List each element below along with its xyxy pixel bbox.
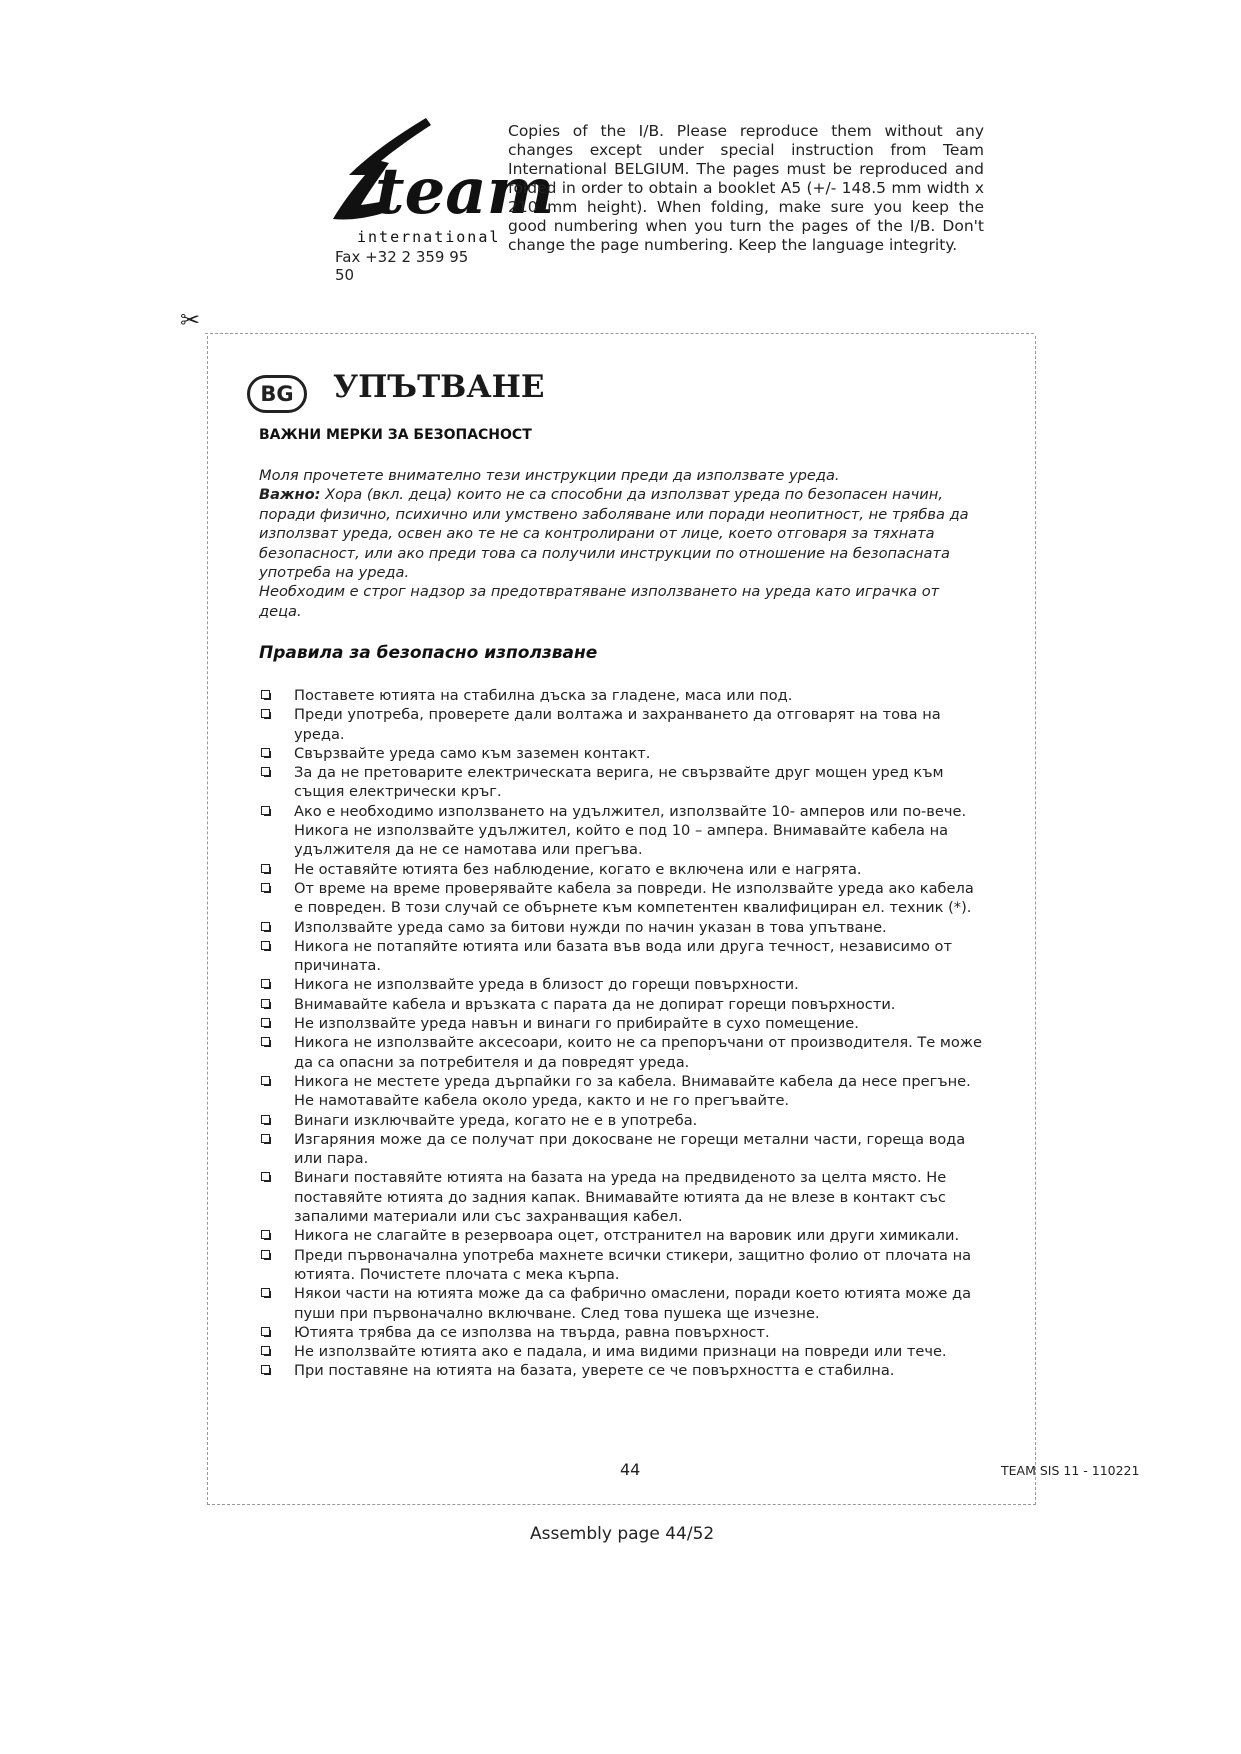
rule-text: Не оставяйте ютията без наблюдение, когато е включена или е нагрята.	[294, 860, 862, 878]
rule-text: За да не претоварите електрическата верига, не свързвайте друг мощен уред към същия електрически кръг.	[294, 764, 944, 801]
rule-text: Свързвайте уреда само към заземен контакт.	[294, 744, 651, 762]
checkbox-bullet-icon	[261, 1230, 270, 1239]
list-item	[259, 918, 984, 937]
team-logo-mark	[331, 113, 555, 233]
scissors-icon: ✂	[180, 306, 201, 334]
list-item	[259, 937, 984, 976]
checkbox-bullet-icon	[261, 883, 270, 892]
important-label: Важно:	[259, 486, 321, 504]
rule-text: Ако е необходимо използването на удължител, използвайте 10- амперов или по-вече. Никога не използвайте удължител, който е под 10 – ампера. Внимавайте кабела на удължителя да не се намотава или прегъва.	[294, 802, 967, 859]
checkbox-bullet-icon	[261, 1172, 270, 1181]
list-item	[259, 1361, 984, 1380]
rule-text: Използвайте уреда само за битови нужди по начин указан в това упътване.	[294, 918, 887, 936]
logo-wordmark-text: team	[375, 154, 555, 229]
checkbox-bullet-icon	[261, 999, 270, 1008]
list-item	[259, 975, 984, 994]
intro-line-3: Необходим е строг надзор за предотвратяване използването на уреда като играчка от деца.	[259, 583, 940, 620]
checkbox-bullet-icon	[261, 1346, 270, 1355]
page-number: 44	[620, 1460, 641, 1479]
intro-line-1: Моля прочетете внимателно тези инструкции преди да използвате уреда.	[259, 467, 840, 484]
list-item	[259, 1284, 984, 1323]
rule-text: При поставяне на ютията на базата, уверете се че повърхността е стабилна.	[294, 1362, 895, 1380]
checkbox-bullet-icon	[261, 1018, 270, 1027]
rule-text: Изгаряния може да се получат при докосване не горещи метални части, гореща вода или пара.	[294, 1130, 966, 1168]
list-item	[259, 1226, 984, 1245]
rule-text: Винаги изключвайте уреда, когато не е в употреба.	[294, 1111, 698, 1129]
list-item	[259, 744, 984, 763]
logo-subtitle: international	[357, 228, 501, 246]
rule-text: Никога не потапяйте ютията или базата във вода или друга течност, независимо от причината.	[294, 937, 952, 975]
checkbox-bullet-icon	[261, 1076, 270, 1085]
rule-text: Винаги поставяйте ютията на базата на уреда на предвиденото за целта място. Не поставяйте ютията до задния капак. Внимавайте ютията да не влезе в контакт със запалими материали или със захранващия кабел.	[294, 1169, 947, 1226]
list-item	[259, 1323, 984, 1342]
document-code: TEAM SIS 11 - 110221	[1001, 1463, 1140, 1478]
list-item	[259, 1342, 984, 1361]
list-item	[259, 1246, 984, 1285]
important-text: Хора (вкл. деца) които не са способни да използват уреда по безопасен начин, поради физично, психично или умствено заболяване или поради неопитност, не трябва да използват уреда, освен ако те не са контролирани от лице, което отговаря за тяхната безопасност, или ако преди това са получили инструкции по отношение на безопасната употреба на уреда.	[259, 486, 969, 582]
rule-text: Ютията трябва да се използва на твърда, равна повърхност.	[294, 1323, 770, 1341]
checkbox-bullet-icon	[261, 1327, 270, 1336]
rule-text: Не използвайте уреда навън и винаги го прибирайте в сухо помещение.	[294, 1015, 859, 1033]
list-item	[259, 1130, 984, 1169]
rule-text: Никога не местете уреда дърпайки го за кабела. Внимавайте кабела да несе прегъне. Не намотавайте кабела около уреда, както и не го прегъвайте.	[294, 1072, 971, 1110]
fax-number: Fax +32 2 359 95 50	[335, 248, 469, 284]
checkbox-bullet-icon	[261, 941, 270, 950]
checkbox-bullet-icon	[261, 1250, 270, 1259]
list-item	[259, 1168, 984, 1226]
rule-text: Не използвайте ютията ако е падала, и има видими признаци на повреди или тече.	[294, 1343, 947, 1361]
list-item	[259, 802, 984, 860]
checkbox-bullet-icon	[261, 767, 270, 776]
rule-text: Никога не използвайте уреда в близост до горещи повърхности.	[294, 976, 799, 994]
team-logo	[327, 113, 555, 284]
list-item	[259, 995, 984, 1014]
checkbox-bullet-icon	[261, 1037, 270, 1046]
list-item	[259, 1072, 984, 1111]
list-item	[259, 1033, 984, 1072]
safety-intro	[259, 466, 979, 621]
checkbox-bullet-icon	[261, 864, 270, 873]
list-item	[259, 705, 984, 744]
rule-text: От време на време проверявайте кабела за повреди. Не използвайте уреда ако кабела е повреден. В този случай се обърнете към компетентен квалифициран ел. техник (*).	[294, 879, 974, 917]
rule-text: Внимавайте кабела и връзката с парата да не допират горещи повърхности.	[294, 995, 896, 1013]
checkbox-bullet-icon	[261, 922, 270, 931]
checkbox-bullet-icon	[261, 690, 270, 699]
rules-heading: Правила за безопасно използване	[259, 643, 598, 663]
checkbox-bullet-icon	[261, 1134, 270, 1143]
checkbox-bullet-icon	[261, 806, 270, 815]
checkbox-bullet-icon	[261, 709, 270, 718]
rule-text: Никога не слагайте в резервоара оцет, отстранител на варовик или други химикали.	[294, 1227, 960, 1245]
rule-text: Някои части на ютията може да са фабрично омаслени, поради което ютията може да пуши при първоначално включване. След това пушека ще изчезне.	[294, 1285, 972, 1322]
safety-heading: ВАЖНИ МЕРКИ ЗА БЕЗОПАСНОСТ	[259, 427, 532, 443]
rule-text: Никога не използвайте аксесоари, които не са препоръчани от производителя. Те може да са опасни за потребителя и да повредят уреда.	[294, 1034, 982, 1071]
checkbox-bullet-icon	[261, 1288, 270, 1297]
list-item	[259, 1111, 984, 1130]
checkbox-bullet-icon	[261, 979, 270, 988]
list-item	[259, 860, 984, 879]
checkbox-bullet-icon	[261, 1115, 270, 1124]
list-item	[259, 879, 984, 918]
page-title: УПЪТВАНЕ	[333, 369, 545, 405]
rule-text: Преди употреба, проверете дали волтажа и захранването да отговарят на това на уреда.	[294, 706, 941, 743]
cut-line	[205, 333, 1034, 334]
reproduction-note: Copies of the I/B. Please reproduce them without any changes except under special instruction from Team International BELGIUM. The pages must be reproduced and folded in order to obtain a booklet A5 (+/- 148.5 mm width x 210 mm height). When folding, make sure you keep the good numbering when you turn the pages of the I/B. Don't change the page numbering. Keep the language integrity.	[508, 122, 984, 254]
safety-rules-list	[259, 686, 984, 1381]
rule-text: Преди първоначална употреба махнете всички стикери, защитно фолио от плочата на ютията. Почистете плочата с мека кърпа.	[294, 1246, 972, 1283]
assembly-page-label: Assembly page 44/52	[530, 1524, 715, 1544]
intro-important	[259, 485, 979, 582]
list-item	[259, 1014, 984, 1033]
list-item	[259, 763, 984, 802]
rule-text: Поставете ютията на стабилна дъска за гладене, маса или под.	[294, 687, 793, 704]
checkbox-bullet-icon	[261, 748, 270, 757]
checkbox-bullet-icon	[261, 1365, 270, 1374]
language-badge: BG	[247, 375, 307, 413]
list-item	[259, 686, 984, 705]
